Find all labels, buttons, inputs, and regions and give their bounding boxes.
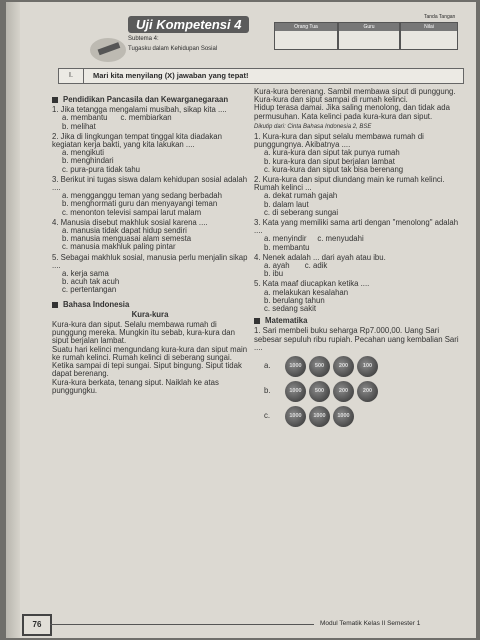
coin-icon: 1000	[309, 406, 330, 427]
coin-icon: 500	[309, 381, 330, 402]
option: b. ibu	[264, 269, 284, 279]
question: 5. Sebagai makhluk sosial, manusia perlu menjalin sikap ....	[52, 252, 248, 270]
coin-icon: 500	[309, 356, 330, 377]
question: 1. Sari membeli buku seharga Rp7.000,00. Uang Sari sebesar sepuluh ribu rupiah. Pecahan uang kembalian Sari ....	[254, 326, 459, 352]
story-paragraph: Kura-kura dan siput. Selalu membawa rumah di punggung mereka. Mungkin itu sebab, kura-kura dan siput berjalan lambat.	[52, 320, 235, 346]
question: 5. Kata maaf diucapkan ketika ....	[254, 279, 370, 289]
option: b. acuh tak acuh	[62, 277, 120, 287]
subtema-label: Subtema 4:	[128, 36, 159, 42]
subtema-desc: Tugasku dalam Kehidupan Sosial	[128, 46, 218, 52]
story-paragraph: Hidup terasa damai. Jika saling menolong, dan tidak ada permusuhan. Kata kelinci pada kura-kura dan siput.	[254, 103, 450, 121]
option: b. menghormati guru dan menyayangi teman	[62, 199, 218, 209]
option: a. kerja sama	[62, 269, 109, 279]
instruction-bar	[58, 68, 464, 84]
question: 3. Kata yang memiliki sama arti dengan "menolong" adalah ....	[254, 218, 459, 236]
header	[76, 14, 466, 58]
coin-icon: 1000	[285, 356, 306, 377]
pencil-logo-icon	[88, 34, 128, 64]
option: a. mengganggu teman yang sedang berbadah	[62, 191, 222, 201]
option: b. manusia menguasai alam semesta	[62, 234, 192, 244]
coin-option-a: a. 1000 500 200 100	[264, 356, 466, 377]
right-column	[254, 88, 466, 431]
option: b. kura-kura dan siput berjalan lambat	[264, 156, 395, 166]
section-matematika: Matematika	[254, 317, 466, 325]
section-pkn: Pendidikan Pancasila dan Kewarganegaraan	[52, 96, 248, 104]
question: 3. Berikut ini tugas siswa dalam kehidupan sosial adalah ....	[52, 174, 248, 193]
option: a. manusia tidak dapat hidup sendiri	[62, 226, 187, 236]
coin-option-b: b. 1000 500 200 200	[264, 381, 466, 402]
option: c. di seberang sungai	[264, 207, 339, 217]
coin-icon: 200	[333, 356, 354, 377]
page-number: 76	[22, 614, 52, 636]
option: c. manusia makhluk paling pintar	[62, 242, 176, 252]
footer-divider	[50, 624, 314, 625]
option: a. menyindir c. menyudahi	[264, 234, 364, 244]
question: 4. Nenek adalah ... dari ayah atau ibu.	[254, 252, 386, 262]
option: c. menonton televisi sampai larut malam	[62, 207, 202, 217]
coin-icon: 1000	[285, 406, 306, 427]
question: 4. Manusia disebut makhluk sosial karena ....	[52, 217, 208, 227]
option: b. menghindari	[62, 156, 114, 166]
story-paragraph: Kura-kura berkata, tenang siput. Naiklah ke atas punggungku.	[52, 377, 219, 395]
option: a. dekat rumah gajah	[264, 191, 338, 201]
story-title: Kura-kura	[131, 309, 169, 319]
option: c. pertentangan	[62, 285, 117, 295]
coin-icon: 200	[357, 381, 378, 402]
option: b. dalam laut	[264, 199, 309, 209]
story-paragraph: Kura-kura berenang. Sambil membawa siput di punggung. Kura-kura dan siput sampai di rumah kelinci.	[254, 87, 456, 105]
question: 1. Jika tetangga mengalami musibah, sikap kita ....	[52, 105, 227, 115]
instruction-text: Mari kita menyilang (X) jawaban yang tepat!	[93, 71, 249, 80]
option: a. membantu c. membiarkan	[62, 113, 172, 123]
source-citation: Dikutip dari: Cinta Bahasa Indonesia 2, BSE	[254, 123, 372, 130]
coin-icon: 100	[357, 356, 378, 377]
option: a. mengikuti	[62, 148, 105, 158]
option: b. melihat	[62, 121, 96, 131]
instruction-number: I.	[59, 69, 84, 83]
signature-box-teacher: Guru	[338, 22, 400, 50]
score-box: Nilai	[400, 22, 458, 50]
question: 1. Kura-kura dan siput selalu membawa rumah di punggungnya. Akibatnya ....	[254, 132, 424, 150]
signature-label: Tanda Tangan	[424, 14, 456, 20]
page-title: Uji Kompetensi 4	[128, 16, 249, 33]
option: a. kura-kura dan siput tak punya rumah	[264, 148, 400, 158]
worksheet-page	[6, 2, 476, 638]
option: b. berulang tahun	[264, 295, 325, 305]
footer-text: Modul Tematik Kelas II Semester 1	[320, 620, 421, 627]
option: a. ayah c. adik	[264, 261, 328, 271]
question: 2. Jika di lingkungan tempat tinggal kita diadakan kegiatan kerja bakti, yang kita lakukan ....	[52, 131, 222, 150]
section-bahasa: Bahasa Indonesia	[52, 301, 248, 309]
signature-box-parent: Orang Tua	[274, 22, 338, 50]
coin-icon: 1000	[285, 381, 306, 402]
story-paragraph: Suatu hari kelinci mengundang kura-kura dan siput main ke rumah kelinci. Rumah kelinci di seberang sungai.	[52, 344, 248, 362]
coin-option-c: c. 1000 1000 1000	[264, 406, 466, 427]
question: 2. Kura-kura dan siput diundang main ke rumah kelinci. Rumah kelinci ...	[254, 175, 445, 193]
option: c. sedang sakit	[264, 304, 317, 314]
coin-icon: 1000	[333, 406, 354, 427]
option: a. melakukan kesalahan	[264, 287, 349, 297]
left-column	[52, 94, 248, 395]
option: c. kura-kura dan siput tak bisa berenang	[264, 164, 404, 174]
option: c. pura-pura tidak tahu	[62, 164, 141, 174]
option: b. membantu	[264, 242, 310, 252]
coin-icon: 200	[333, 381, 354, 402]
binding-edge	[6, 2, 20, 638]
story-paragraph: Ketika sampai di tepi sungai. Siput bingung. Siput tidak dapat berenang.	[52, 361, 242, 379]
